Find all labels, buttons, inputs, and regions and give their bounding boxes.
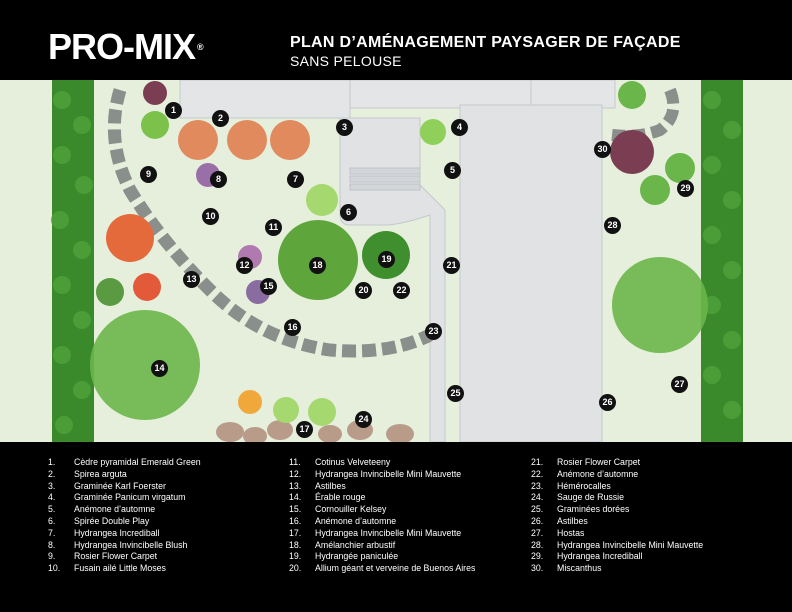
plan-marker-23: 23 xyxy=(425,323,442,340)
legend-item: 23. Hémérocalles xyxy=(531,480,611,491)
legend-item: 3. Graminée Karl Foerster xyxy=(48,480,166,491)
plant-legend xyxy=(0,442,792,612)
step-2 xyxy=(350,176,420,182)
legend-item: 18. Amélanchier arbustif xyxy=(289,539,396,550)
plan-marker-8: 8 xyxy=(210,171,227,188)
legend-item: 20. Allium géant et verveine de Buenos Aires xyxy=(289,563,476,574)
plan-marker-24: 24 xyxy=(355,411,372,428)
legend-item: 27. Hostas xyxy=(531,527,585,538)
legend-item: 16. Anémone d’automne xyxy=(289,515,397,526)
logo-text: PRO-MIX xyxy=(48,26,196,67)
legend-item: 29. Hydrangea Incrediball xyxy=(531,551,643,562)
legend-item: 17. Hydrangea Invincibelle Mini Mauvette xyxy=(289,527,462,538)
legend-item: 6. Spirée Double Play xyxy=(48,515,150,526)
legend-item: 26. Astilbes xyxy=(531,515,588,526)
driveway xyxy=(460,105,602,442)
plan-marker-18: 18 xyxy=(309,257,326,274)
plan-marker-5: 5 xyxy=(444,162,461,179)
plan-marker-19: 19 xyxy=(378,251,395,268)
plan-marker-7: 7 xyxy=(287,171,304,188)
plan-marker-17: 17 xyxy=(296,421,313,438)
porch xyxy=(180,80,350,118)
legend-item: 5. Anémone d’automne xyxy=(48,504,156,515)
plan-marker-9: 9 xyxy=(140,166,157,183)
plan-marker-28: 28 xyxy=(604,217,621,234)
step-3 xyxy=(350,184,420,190)
registered-mark: ® xyxy=(197,42,203,52)
legend-item: 28. Hydrangea Invincibelle Mini Mauvette xyxy=(531,539,704,550)
page-title: PLAN D’AMÉNAGEMENT PAYSAGER DE FAÇADE xyxy=(290,34,681,51)
plan-marker-6: 6 xyxy=(340,204,357,221)
plan-marker-13: 13 xyxy=(183,271,200,288)
legend-item: 10. Fusain ailé Little Moses xyxy=(48,563,166,574)
legend-item: 7. Hydrangea Incrediball xyxy=(48,527,160,538)
header xyxy=(0,0,792,80)
plan-marker-29: 29 xyxy=(677,180,694,197)
legend-item: 15. Cornouiller Kelsey xyxy=(289,504,387,515)
legend-item: 22. Anémone d’automne xyxy=(531,468,639,479)
legend-item: 1. Cèdre pyramidal Emerald Green xyxy=(48,457,201,467)
plan-marker-12: 12 xyxy=(236,257,253,274)
plan-marker-27: 27 xyxy=(671,376,688,393)
step-1 xyxy=(350,168,420,174)
legend-item: 2. Spirea arguta xyxy=(48,468,127,479)
plan-marker-1: 1 xyxy=(165,102,182,119)
legend-item: 24. Sauge de Russie xyxy=(531,492,624,503)
legend-item: 13. Astilbes xyxy=(289,480,346,491)
plan-marker-15: 15 xyxy=(260,278,277,295)
plan-marker-3: 3 xyxy=(336,119,353,136)
promix-logo xyxy=(48,27,203,67)
legend-item: 25. Graminées dorées xyxy=(531,504,630,515)
legend-item: 21. Rosier Flower Carpet xyxy=(531,457,641,467)
legend-item: 19. Hydrangée paniculée xyxy=(289,551,399,562)
legend-column-3 xyxy=(531,457,703,575)
plan-marker-16: 16 xyxy=(284,319,301,336)
legend-item: 8. Hydrangea Invincibelle Blush xyxy=(48,539,188,550)
plan-marker-10: 10 xyxy=(202,208,219,225)
legend-item: 30. Miscanthus xyxy=(531,563,602,574)
legend-item: 11. Cotinus Velveteeny xyxy=(289,457,391,467)
plan-marker-25: 25 xyxy=(447,385,464,402)
plan-marker-20: 20 xyxy=(355,282,372,299)
plan-marker-14: 14 xyxy=(151,360,168,377)
plan-marker-11: 11 xyxy=(265,219,282,236)
page-subtitle: SANS PELOUSE xyxy=(290,53,402,69)
legend-item: 12. Hydrangea Invincibelle Mini Mauvette xyxy=(289,468,462,479)
legend-column-1 xyxy=(48,457,201,575)
plan-marker-21: 21 xyxy=(443,257,460,274)
plan-marker-22: 22 xyxy=(393,282,410,299)
plan-marker-26: 26 xyxy=(599,394,616,411)
plan-marker-4: 4 xyxy=(451,119,468,136)
legend-item: 9. Rosier Flower Carpet xyxy=(48,551,158,562)
legend-item: 4. Graminée Panicum virgatum xyxy=(48,492,186,503)
plan-marker-30: 30 xyxy=(594,141,611,158)
plan-marker-2: 2 xyxy=(212,110,229,127)
legend-item: 14. Érable rouge xyxy=(289,492,366,503)
landscape-plan xyxy=(0,80,792,442)
legend-column-2 xyxy=(289,457,475,575)
